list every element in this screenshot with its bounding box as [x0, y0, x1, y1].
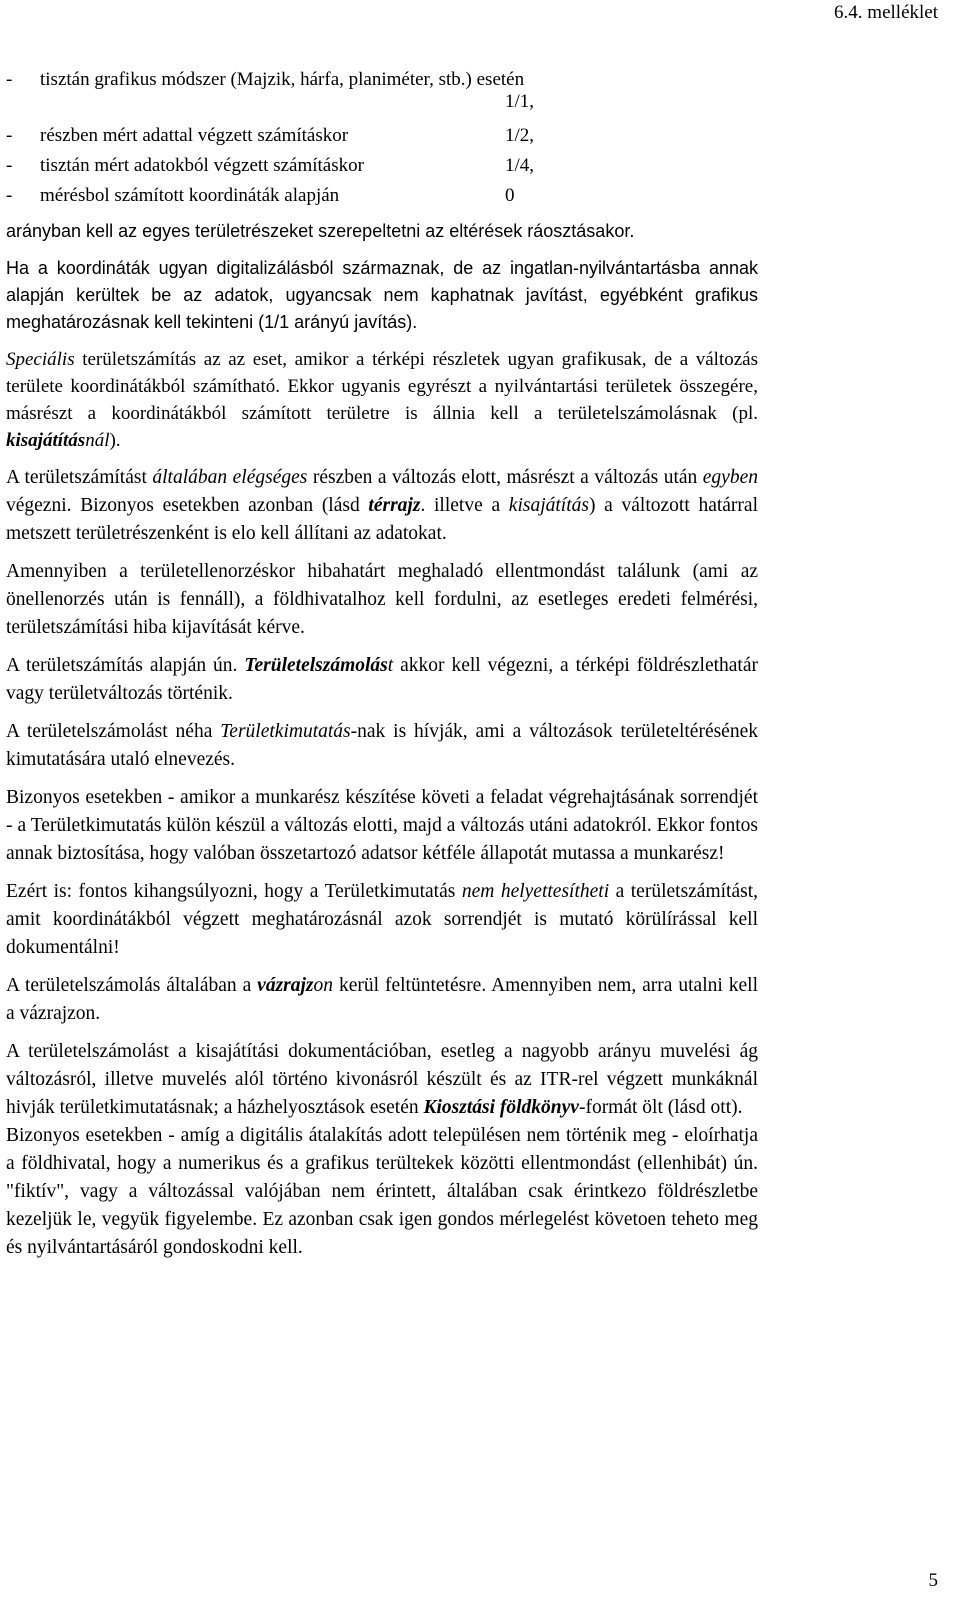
text-run: területszámítás az az eset, amikor a térképi részletek ugyan grafikusak, de a változás területe koordinátákból számítható. [6, 349, 758, 397]
paragraph-order: Bizonyos esetekben - amikor a munkarész készítése követi a feladat végrehajtásának sorrendjét - a Területkimutatás külön készül a változás elotti, majd a változás utáni adatokról. Ekkor fontos annak biztosítása, hogy valóban összetartozó adatsor kétféle állapotát mutassa a munkarész! [6, 787, 758, 864]
text-run: Ezért is: fontos kihangsúlyozni, hogy a Területkimutatás [6, 881, 462, 902]
text-run: végezni. Bizonyos esetekben azonban (lásd [6, 495, 369, 516]
paragraph-allocation: arányban kell az egyes területrészeket szerepeltetni az eltérések ráosztásakor. [6, 221, 635, 241]
paragraph-settlement [6, 652, 758, 708]
paragraph-emphasis [6, 878, 758, 962]
term-kisajatitas: kisajátítás [6, 430, 86, 451]
text-run: ). [109, 430, 121, 451]
text-run: ) a változott határral metszett területrészenként is elo kell állítani az adatokat. [6, 495, 758, 544]
text-run: kerül feltüntetésre. Amennyiben nem, arra utalni kell a vázrajzon. [6, 975, 758, 1024]
text-run: A területszámítást [6, 467, 153, 488]
annex-label: 6.4. melléklet [834, 2, 938, 23]
list-item-value: 1/2, [505, 125, 535, 146]
list-item [6, 182, 758, 212]
paragraph-sketch [6, 972, 758, 1028]
list-item [6, 66, 758, 88]
list-item [6, 152, 758, 182]
emphasis: nem helyettesítheti [461, 881, 610, 902]
ratio-list [6, 66, 758, 212]
paragraph-fictive: Bizonyos esetekben - amíg a digitális átalakítás adott településen nem történik meg - eloírhatja a földhivatal, hogy a numerikus és a grafikus terültekek közötti ellentmondást (ellenhibát) ún. "fiktív", vagy a változással valójában nem érintett, általában csak érintkezo földrészletbe kezeljük le, vegyük figyelembe. Ez azonban csak igen gondos mérlegelést követoen teheto meg és nyilvántartásáról gondoskodni kell. [6, 1125, 758, 1258]
text-run: akkor kell végezni, a térképi földrészlethatár vagy területváltozás történik. [6, 655, 758, 704]
text-run: A területelszámolás általában a [6, 975, 258, 996]
list-item-value: 1/4, [505, 155, 535, 176]
emphasis: általában elégséges [152, 467, 308, 488]
list-item-value: 0 [505, 185, 515, 206]
list-item-value-row [6, 88, 758, 122]
text-run: Ekkor ugyanis egyrészt a nyilvántartási területek összegére, másrészt a koordinátákból számított területre is állnia kell a területelszámolásnak (pl. [6, 376, 758, 424]
term-terrajz: térrajz [368, 495, 421, 516]
text-run: A területszámítás alapján ún. [6, 655, 245, 676]
term-teruletelszamolas: Területelszámolás [244, 655, 388, 676]
list-item-label: tisztán grafikus módszer (Majzik, hárfa, planiméter, stb.) esetén [40, 69, 525, 90]
emphasis: on [313, 975, 334, 996]
paragraph-special [6, 346, 758, 454]
page-number: 5 [928, 1570, 938, 1591]
list-item-label: tisztán mért adatokból végzett számításkor [40, 155, 364, 176]
text-run: a területszámítást, amit koordinátákból végzett meghatározásnál azok sorrendjét is mutató körülírással kell dokumentálni! [6, 881, 759, 958]
text-run: részben a változás elott, másrészt a változás után [307, 467, 703, 488]
paragraph-expropriation [6, 1038, 758, 1122]
text-run: -formát ölt (lásd ott). [578, 1097, 743, 1118]
emphasis: Területkimutatás [220, 721, 351, 742]
emphasis: kisajátítás [508, 495, 589, 516]
list-item-label: részben mért adattal végzett számításkor [40, 125, 349, 146]
text-run: -nak is hívják, ami a változások területeltérésének kimutatására utaló elnevezés. [6, 721, 758, 770]
term-vazrajz: vázrajz [257, 975, 314, 996]
emphasis: Speciális [6, 349, 75, 370]
list-dash: - [6, 155, 13, 176]
list-dash: - [6, 125, 13, 146]
list-item-label: mérésbol számított koordináták alapján [40, 185, 340, 206]
term-kiosztasi-foldkonyv: Kiosztási földkönyv [423, 1097, 579, 1118]
text-run: A területelszámolást néha [6, 721, 221, 742]
paragraph-contradiction: Amennyiben a területellenorzéskor hibahatárt meghaladó ellentmondást találunk (ami az önellenorzés után is fennáll), a földhivatalhoz kell fordulni, az esetleges eredeti felmérési, területszámítási hiba kijavítását kérve. [6, 561, 758, 638]
emphasis: t [387, 655, 394, 676]
paragraph-general [6, 464, 758, 548]
list-dash: - [6, 185, 13, 206]
text-run: A területelszámolást a kisajátítási dokumentációban, esetleg a nagyobb arányu muvelési ág változásról, illetve muvelés alól történo kivonásról készült és az ITR-rel végzett munkáknál hivják területkimutatásnak; a házhelyosztások esetén [6, 1041, 758, 1118]
document-body [6, 66, 758, 1272]
paragraph-naming [6, 718, 758, 774]
list-dash: - [6, 69, 13, 90]
list-item [6, 122, 758, 152]
emphasis: nál [85, 430, 110, 451]
paragraph-digitized: Ha a koordináták ugyan digitalizálásból származnak, de az ingatlan-nyilvántartásba annak alapján kerültek be az adatok, ugyancsak nem kaphatnak javítást, egyébként grafikus meghatározásnak kell tekinteni (1/1 arányú javítás). [6, 258, 758, 332]
emphasis: egyben [702, 467, 758, 488]
list-item-value: 1/1, [505, 91, 535, 112]
text-run: . illetve a [420, 495, 509, 516]
